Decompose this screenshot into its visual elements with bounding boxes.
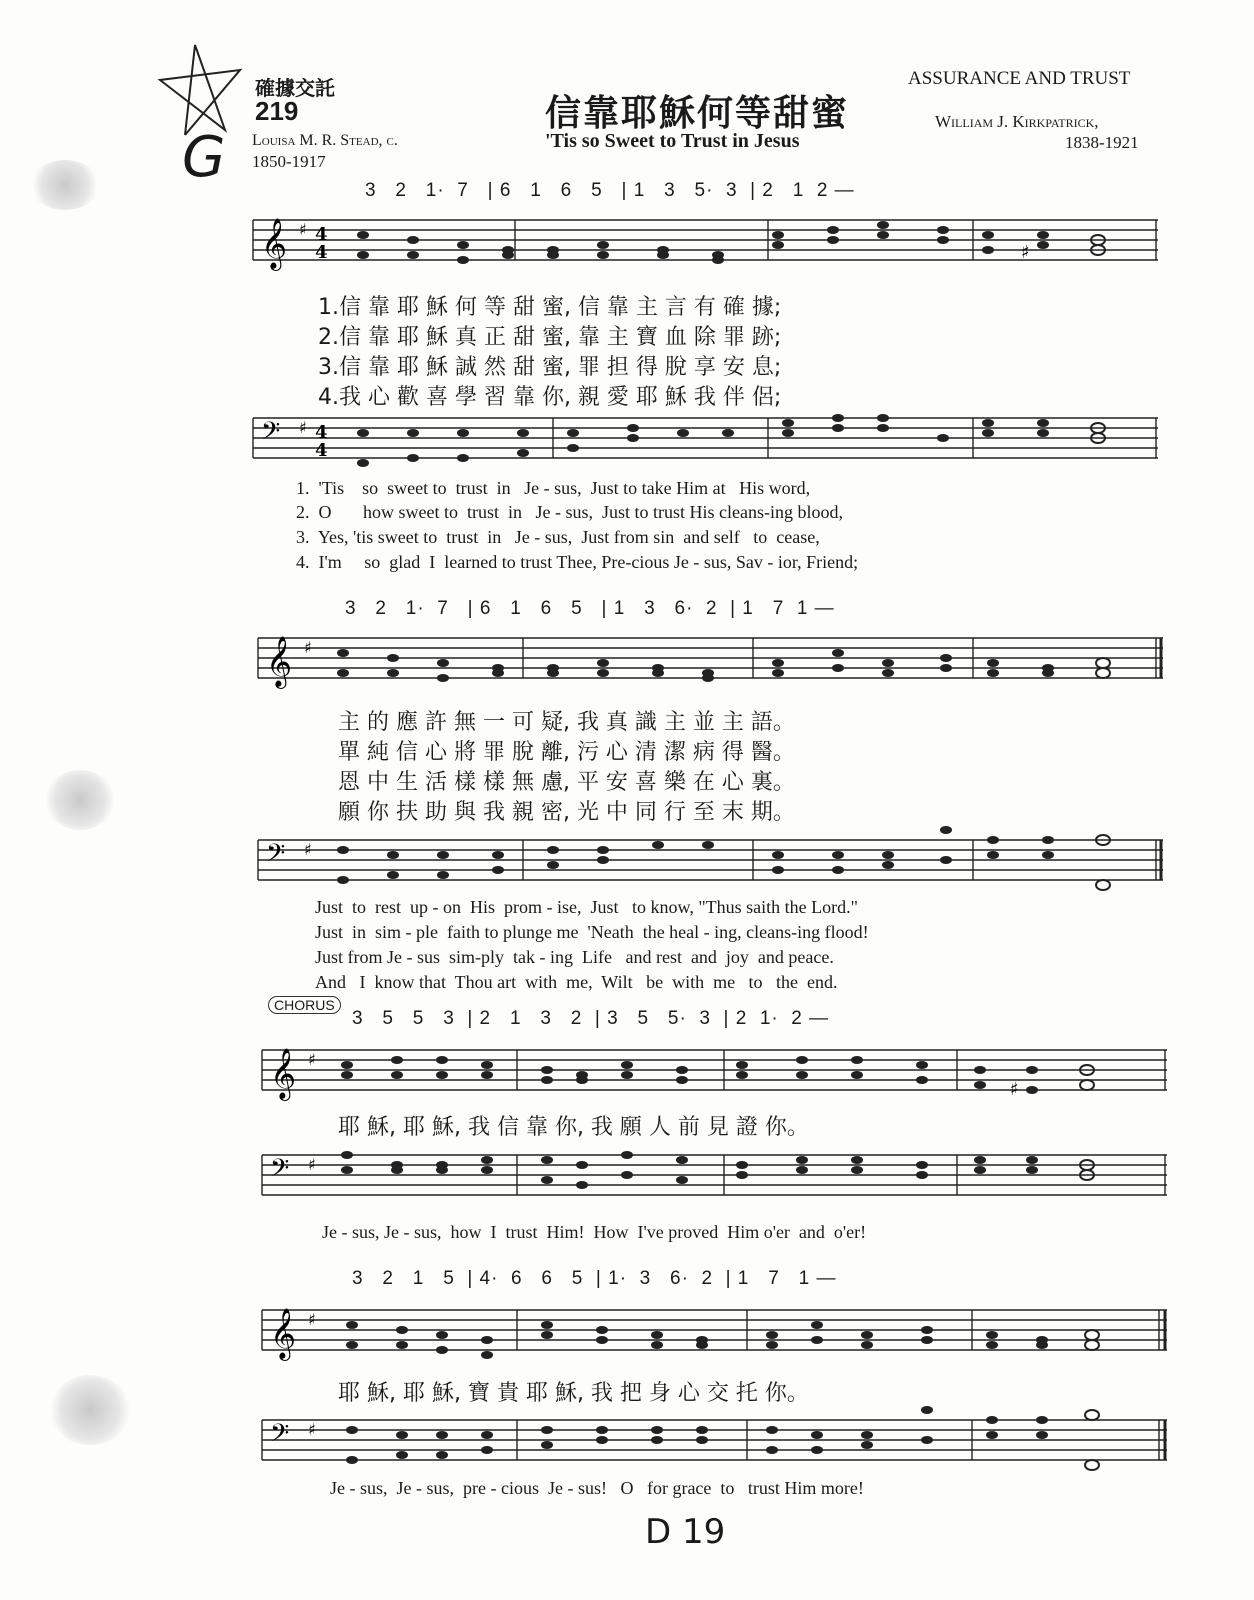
svg-text:♯: ♯: [1010, 1079, 1019, 1100]
svg-text:4: 4: [315, 440, 328, 461]
author: Louisa M. R. Stead, c.: [252, 132, 398, 149]
jianpu-line: 3 2 1· 7 | 6 1 6 5 | 1 3 6· 2 | 1 7 1 —: [345, 598, 835, 619]
jianpu-line: 3 2 1· 7 | 6 1 6 5 | 1 3 5· 3 | 2 1 2 —: [365, 180, 855, 201]
bass-staff: [262, 1410, 1167, 1480]
svg-text:♯: ♯: [299, 418, 307, 437]
svg-text:4: 4: [315, 224, 328, 245]
scan-smudge: [30, 160, 100, 210]
lyric-zh-verse: 3.信 靠 耶 穌 誠 然 甜 蜜, 罪 担 得 脫 享 安 息;: [318, 355, 782, 380]
svg-text:𝄢: 𝄢: [266, 839, 286, 874]
scan-smudge: [45, 770, 115, 830]
lyric-zh-verse: 主 的 應 許 無 一 可 疑, 我 真 識 主 並 主 語。: [338, 710, 795, 735]
lyric-zh-verse: 單 純 信 心 將 罪 脫 離, 污 心 清 潔 病 得 醫。: [338, 740, 795, 765]
category-en: ASSURANCE AND TRUST: [908, 68, 1131, 89]
jianpu-line: 3 2 1 5 | 4· 6 6 5 | 1· 3 6· 2 | 1 7 1 —: [352, 1268, 837, 1289]
lyric-en-verse: 3. Yes, 'tis sweet to trust in Je - sus, Just from sin and self to cease,: [296, 527, 820, 547]
svg-text:𝄢: 𝄢: [270, 1154, 290, 1189]
treble-staff: [258, 628, 1163, 698]
composer-years: 1838-1921: [1065, 133, 1139, 152]
treble-staff: [253, 210, 1158, 280]
title-zh: 信靠耶穌何等甜蜜: [545, 92, 850, 134]
svg-text:4: 4: [315, 422, 328, 443]
lyric-en-chorus: Je - sus, Je - sus, how I trust Him! How I've proved Him o'er and o'er!: [322, 1222, 867, 1242]
svg-text:𝄞: 𝄞: [270, 1308, 297, 1359]
lyric-en-verse: 1. 'Tis so sweet to trust in Je - sus, Just to take Him at His word,: [296, 478, 811, 498]
lyric-zh-verse: 2.信 靠 耶 穌 真 正 甜 蜜, 靠 主 寶 血 除 罪 跡;: [318, 325, 782, 350]
hymn-number: 219: [255, 96, 299, 126]
svg-text:♯: ♯: [308, 1155, 316, 1174]
handwritten-key: G: [182, 125, 226, 190]
svg-text:𝄞: 𝄞: [270, 1048, 297, 1099]
svg-text:♯: ♯: [1021, 242, 1030, 263]
author-years: 1850-1917: [252, 152, 326, 171]
lyric-en-verse: 4. I'm so glad I learned to trust Thee, Pre-cious Je - sus, Sav - ior, Friend;: [296, 552, 859, 572]
svg-text:♯: ♯: [299, 220, 307, 239]
treble-staff: [262, 1040, 1167, 1110]
category-zh: 確據交託: [255, 78, 335, 100]
lyric-en-verse: Just to rest up - on His prom - ise, Just to know, "Thus saith the Lord.": [315, 897, 858, 917]
svg-text:♯: ♯: [308, 1420, 316, 1439]
svg-text:𝄢: 𝄢: [270, 1419, 290, 1454]
title-en: 'Tis so Sweet to Trust in Jesus: [545, 130, 800, 152]
svg-text:♯: ♯: [304, 840, 312, 859]
page-mark: D 19: [645, 1512, 726, 1552]
svg-text:♯: ♯: [304, 638, 312, 657]
svg-text:𝄢: 𝄢: [261, 417, 281, 452]
svg-text:4: 4: [315, 242, 328, 263]
svg-text:♯: ♯: [308, 1310, 316, 1329]
treble-staff: [262, 1300, 1167, 1370]
lyric-zh-verse: 恩 中 生 活 樣 樣 無 慮, 平 安 喜 樂 在 心 裏。: [338, 770, 795, 795]
jianpu-line: 3 5 5 3 | 2 1 3 2 | 3 5 5· 3 | 2 1· 2 —: [352, 1008, 830, 1029]
lyric-zh-verse: 1.信 靠 耶 穌 何 等 甜 蜜, 信 靠 主 言 有 確 據;: [318, 295, 782, 320]
svg-text:𝄞: 𝄞: [261, 218, 288, 269]
bass-staff: [253, 408, 1158, 478]
lyric-en-verse: Just from Je - sus sim-ply tak - ing Life and rest and joy and peace.: [315, 947, 834, 967]
lyric-en-chorus: Je - sus, Je - sus, pre - cious Je - sus! O for grace to trust Him more!: [330, 1478, 864, 1498]
lyric-en-verse: And I know that Thou art with me, Wilt be with me to the end.: [315, 972, 838, 992]
chorus-label: CHORUS: [268, 996, 341, 1014]
composer: William J. Kirkpatrick,: [935, 112, 1099, 131]
lyric-en-verse: Just in sim - ple faith to plunge me 'Neath the heal - ing, cleans-ing flood!: [315, 922, 869, 942]
bass-staff: [258, 830, 1163, 900]
bass-staff: [262, 1145, 1167, 1215]
lyric-zh-chorus: 耶 穌, 耶 穌, 寶 貴 耶 穌, 我 把 身 心 交 托 你。: [338, 1381, 809, 1406]
scan-smudge: [50, 1375, 130, 1445]
lyric-zh-verse: 願 你 扶 助 與 我 親 密, 光 中 同 行 至 末 期。: [338, 800, 795, 825]
svg-text:𝄞: 𝄞: [266, 636, 293, 687]
lyric-zh-verse: 4.我 心 歡 喜 學 習 靠 你, 親 愛 耶 穌 我 伴 侶;: [318, 385, 782, 410]
svg-text:♯: ♯: [308, 1050, 316, 1069]
lyric-en-verse: 2. O how sweet to trust in Je - sus, Just to trust His cleans-ing blood,: [296, 502, 843, 522]
lyric-zh-chorus: 耶 穌, 耶 穌, 我 信 靠 你, 我 願 人 前 見 證 你。: [338, 1115, 809, 1140]
